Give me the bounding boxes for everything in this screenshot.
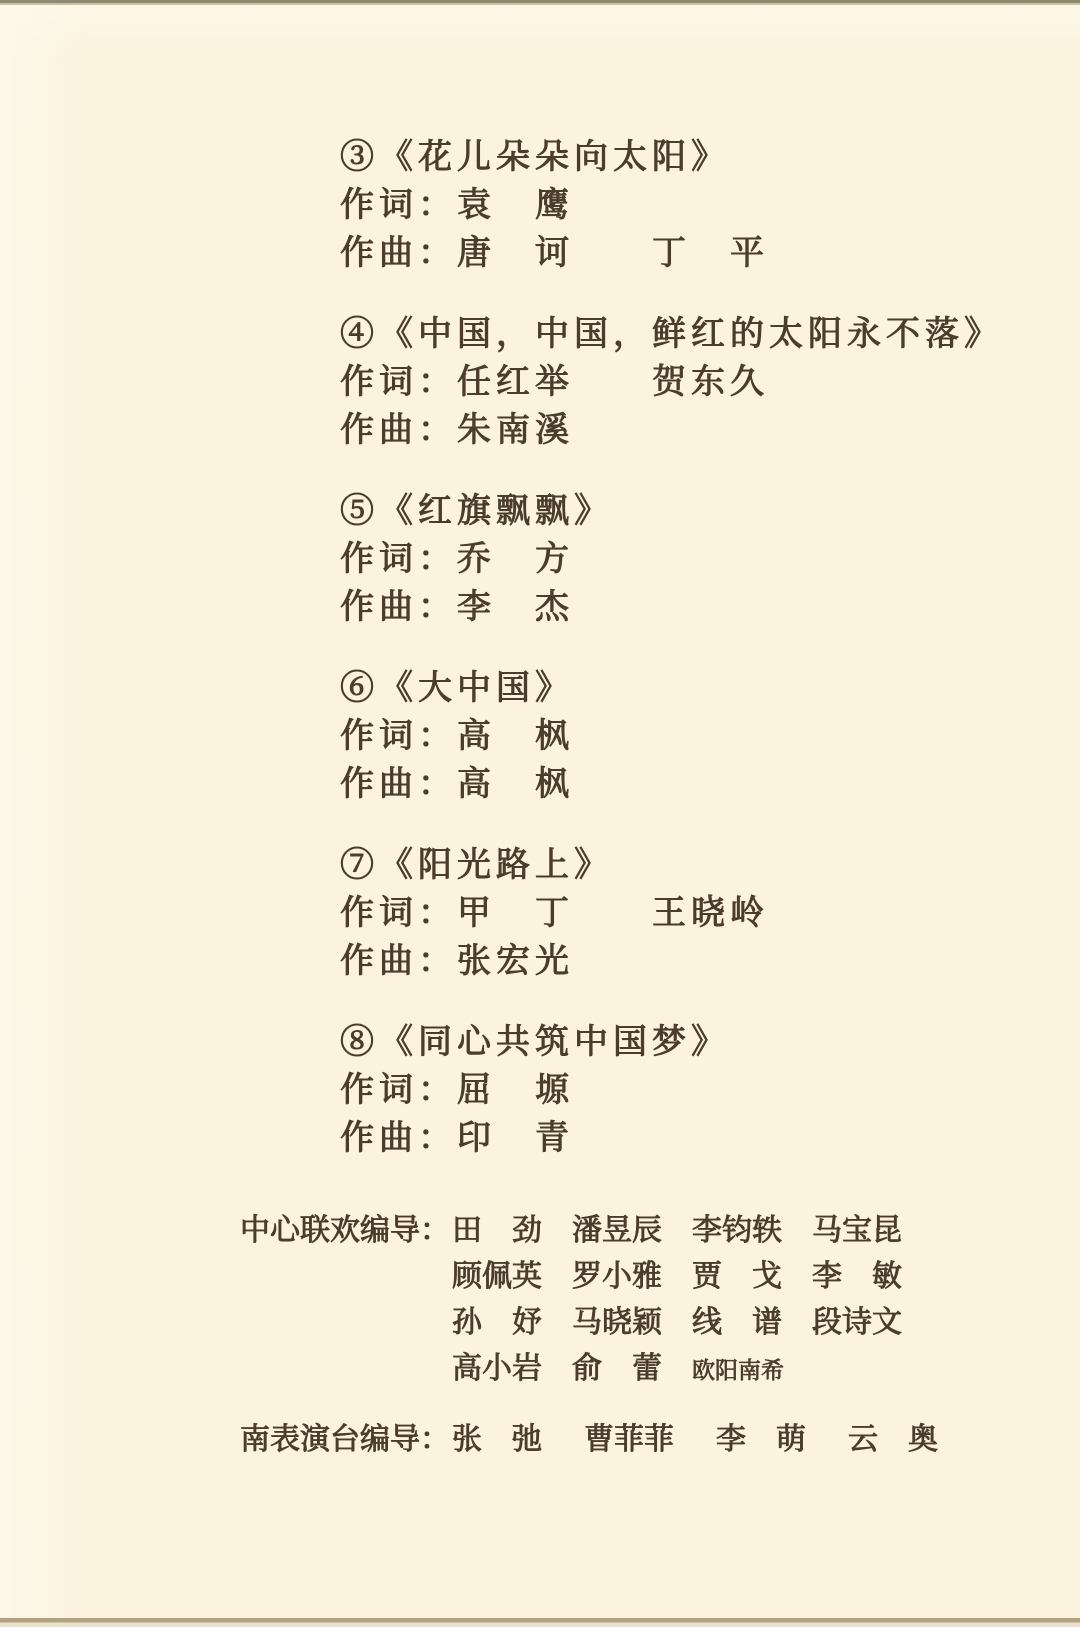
credit-row (240, 1417, 938, 1463)
credit-name: 云 奥 (848, 1423, 938, 1456)
lyricist-label: 作词： (340, 541, 457, 578)
credit-name: 孙 妤 (452, 1306, 542, 1339)
song-lyricist-line (340, 536, 1003, 584)
song-title-line (340, 488, 1003, 536)
composer-names: 唐 诃 丁 平 (457, 235, 769, 272)
song-composer-line (340, 938, 1003, 986)
lyricist-label: 作词： (340, 718, 457, 755)
credit-name: 马晓颖 (572, 1306, 662, 1339)
lyricist-names: 任红举 贺东久 (457, 364, 769, 401)
credit-name: 李钧轶 (692, 1214, 782, 1247)
composer-label: 作曲： (340, 589, 457, 626)
credit-name: 段诗文 (812, 1306, 902, 1339)
lyricist-label: 作词： (340, 364, 457, 401)
credit-name: 李 敏 (812, 1260, 902, 1293)
credit-names (452, 1254, 902, 1300)
composer-names: 李 杰 (457, 589, 574, 626)
lyricist-names: 乔 方 (457, 541, 574, 578)
composer-names: 朱南溪 (457, 412, 574, 449)
composer-label: 作曲： (340, 766, 457, 803)
credit-role-label: 南表演台编导： (240, 1423, 450, 1456)
lyricist-label: 作词： (340, 895, 457, 932)
song-composer-line (340, 584, 1003, 632)
song-title: 《大中国》 (379, 670, 574, 707)
song-entry (340, 134, 1003, 278)
lyricist-names: 袁 鹰 (457, 187, 574, 224)
credit-name: 顾佩英 (452, 1260, 542, 1293)
lyricist-names: 屈 塬 (457, 1072, 574, 1109)
credit-names (452, 1208, 902, 1254)
song-number-badge: ⑥ (340, 670, 379, 707)
credit-name: 罗小雅 (572, 1260, 662, 1293)
song-number-badge: ⑧ (340, 1024, 379, 1061)
credit-name: 马宝昆 (812, 1214, 902, 1247)
song-composer-line (340, 407, 1003, 455)
composer-label: 作曲： (340, 943, 457, 980)
song-lyricist-line (340, 713, 1003, 761)
song-number-badge: ⑦ (340, 847, 379, 884)
song-title: 《阳光路上》 (379, 847, 613, 884)
song-lyricist-line (340, 359, 1003, 407)
credits-block (240, 1208, 938, 1463)
song-title-line (340, 665, 1003, 713)
credit-name: 曹菲菲 (584, 1423, 674, 1456)
song-number-badge: ④ (340, 316, 379, 353)
credit-name: 田 劲 (452, 1214, 542, 1247)
lyricist-label: 作词： (340, 1072, 457, 1109)
song-composer-line (340, 1115, 1003, 1163)
composer-names: 高 枫 (457, 766, 574, 803)
song-title: 《红旗飘飘》 (379, 493, 613, 530)
composer-label: 作曲： (340, 1120, 457, 1157)
lyricist-names: 高 枫 (457, 718, 574, 755)
credit-row (240, 1208, 938, 1254)
page-top-edge (0, 0, 1080, 5)
credit-names (452, 1417, 938, 1463)
song-title-line (340, 842, 1003, 890)
credit-name: 线 谱 (692, 1306, 782, 1339)
composer-label: 作曲： (340, 235, 457, 272)
credit-row (240, 1346, 938, 1394)
composer-names: 张宏光 (457, 943, 574, 980)
song-title-line (340, 311, 1003, 359)
credit-name: 欧阳南希 (692, 1358, 784, 1383)
song-entry (340, 842, 1003, 986)
credit-names (452, 1346, 784, 1394)
song-lyricist-line (340, 182, 1003, 230)
composer-names: 印 青 (457, 1120, 574, 1157)
song-title-line (340, 1019, 1003, 1067)
song-title-line (340, 134, 1003, 182)
credit-name: 李 萌 (716, 1423, 806, 1456)
song-list (340, 134, 1003, 1196)
credit-row (240, 1254, 938, 1300)
song-lyricist-line (340, 890, 1003, 938)
composer-label: 作曲： (340, 412, 457, 449)
song-entry (340, 1019, 1003, 1163)
song-number-badge: ③ (340, 139, 379, 176)
credit-names (452, 1300, 902, 1346)
song-lyricist-line (340, 1067, 1003, 1115)
credit-name: 张 弛 (452, 1423, 542, 1456)
song-entry (340, 488, 1003, 632)
song-entry (340, 311, 1003, 455)
credit-name: 贾 戈 (692, 1260, 782, 1293)
credit-role-label: 中心联欢编导： (240, 1214, 450, 1247)
song-composer-line (340, 230, 1003, 278)
page-bottom-edge (0, 1617, 1080, 1627)
song-composer-line (340, 761, 1003, 809)
song-title: 《同心共筑中国梦》 (379, 1024, 730, 1061)
credit-name: 高小岩 (452, 1352, 542, 1385)
credit-row (240, 1300, 938, 1346)
song-entry (340, 665, 1003, 809)
song-title: 《中国，中国，鲜红的太阳永不落》 (379, 316, 1003, 353)
credit-name: 潘昱辰 (572, 1214, 662, 1247)
song-number-badge: ⑤ (340, 493, 379, 530)
lyricist-names: 甲 丁 王晓岭 (457, 895, 769, 932)
credit-name: 俞 蕾 (572, 1352, 662, 1385)
lyricist-label: 作词： (340, 187, 457, 224)
song-title: 《花儿朵朵向太阳》 (379, 139, 730, 176)
